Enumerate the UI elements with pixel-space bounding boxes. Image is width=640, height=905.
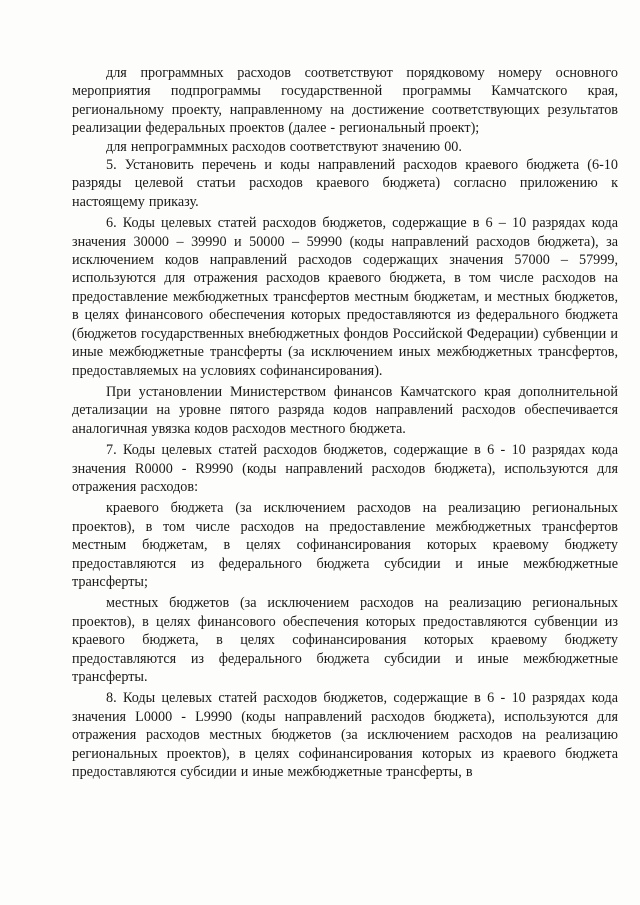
- paragraph-item-8: 8. Коды целевых статей расходов бюджетов, содержащие в 6 - 10 разрядах кода значения L0000 - L9990 (коды направлений расходов бюджета), используются для отражения расходов местных бюджетов (за исключением расходов на реализацию региональных проектов), в целях софинансирования которых из краевого бюджета предоставляются субсидии и иные межбюджетные трансферты, в: [72, 690, 618, 781]
- paragraph-item-5: 5. Установить перечень и коды направлений расходов краевого бюджета (6-10 разряды целевой статьи расходов краевого бюджета) согласно приложению к настоящему приказу.: [72, 157, 618, 210]
- paragraph-item-7: 7. Коды целевых статей расходов бюджетов, содержащие в 6 - 10 разрядах кода значения R0000 - R9990 (коды направлений расходов бюджета), используются для отражения расходов:: [72, 442, 618, 495]
- paragraph-local-budgets: местных бюджетов (за исключением расходов на реализацию региональных проектов), в целях финансового обеспечения которых предоставляются субвенции из краевого бюджета, в целях софинансирования которых краевому бюджету предоставляются из федерального бюджета субсидии и иные межбюджетные трансферты.: [72, 595, 618, 685]
- paragraph-item-6: 6. Коды целевых статей расходов бюджетов, содержащие в 6 – 10 разрядах кода значения 30000 – 39990 и 50000 – 59990 (коды направлений расходов бюджета), за исключением кодов направлений расходов содержащих значения 57000 – 57999, используются для отражения расходов краевого бюджета, в том числе расходов на предоставление межбюджетных трансфертов местным бюджетам, и местных бюджетов, в целях финансового обеспечения которых предоставляются из федерального бюджета (бюджетов государственных внебюджетных фондов Российской Федерации) субвенции и иные межбюджетные трансферты (за исключением иных межбюджетных трансфертов, предоставляемых на условиях софинансирования).: [72, 215, 618, 379]
- paragraph-program-expenses: для программных расходов соответствуют порядковому номеру основного мероприятия подпрограммы государственной программы Камчатского края, региональному проекту, направленному на достижение соответствующих результатов реализации федеральных проектов (далее - региональный проект);: [72, 65, 618, 137]
- paragraph-regional-budget: краевого бюджета (за исключением расходов на реализацию региональных проектов), в том числе расходов на предоставление межбюджетных трансфертов местным бюджетам, в целях софинансирования которых краевому бюджету предоставляются из федерального бюджета субсидии и иные межбюджетные трансферты;: [72, 500, 618, 590]
- paragraph-nonprogram-expenses: для непрограммных расходов соответствуют значению 00.: [106, 138, 462, 155]
- paragraph-ministry-detailing: При установлении Министерством финансов Камчатского края дополнительной детализации на уровне пятого разряда кодов направлений расходов обеспечивается аналогичная увязка кодов расходов местного бюджета.: [72, 383, 618, 437]
